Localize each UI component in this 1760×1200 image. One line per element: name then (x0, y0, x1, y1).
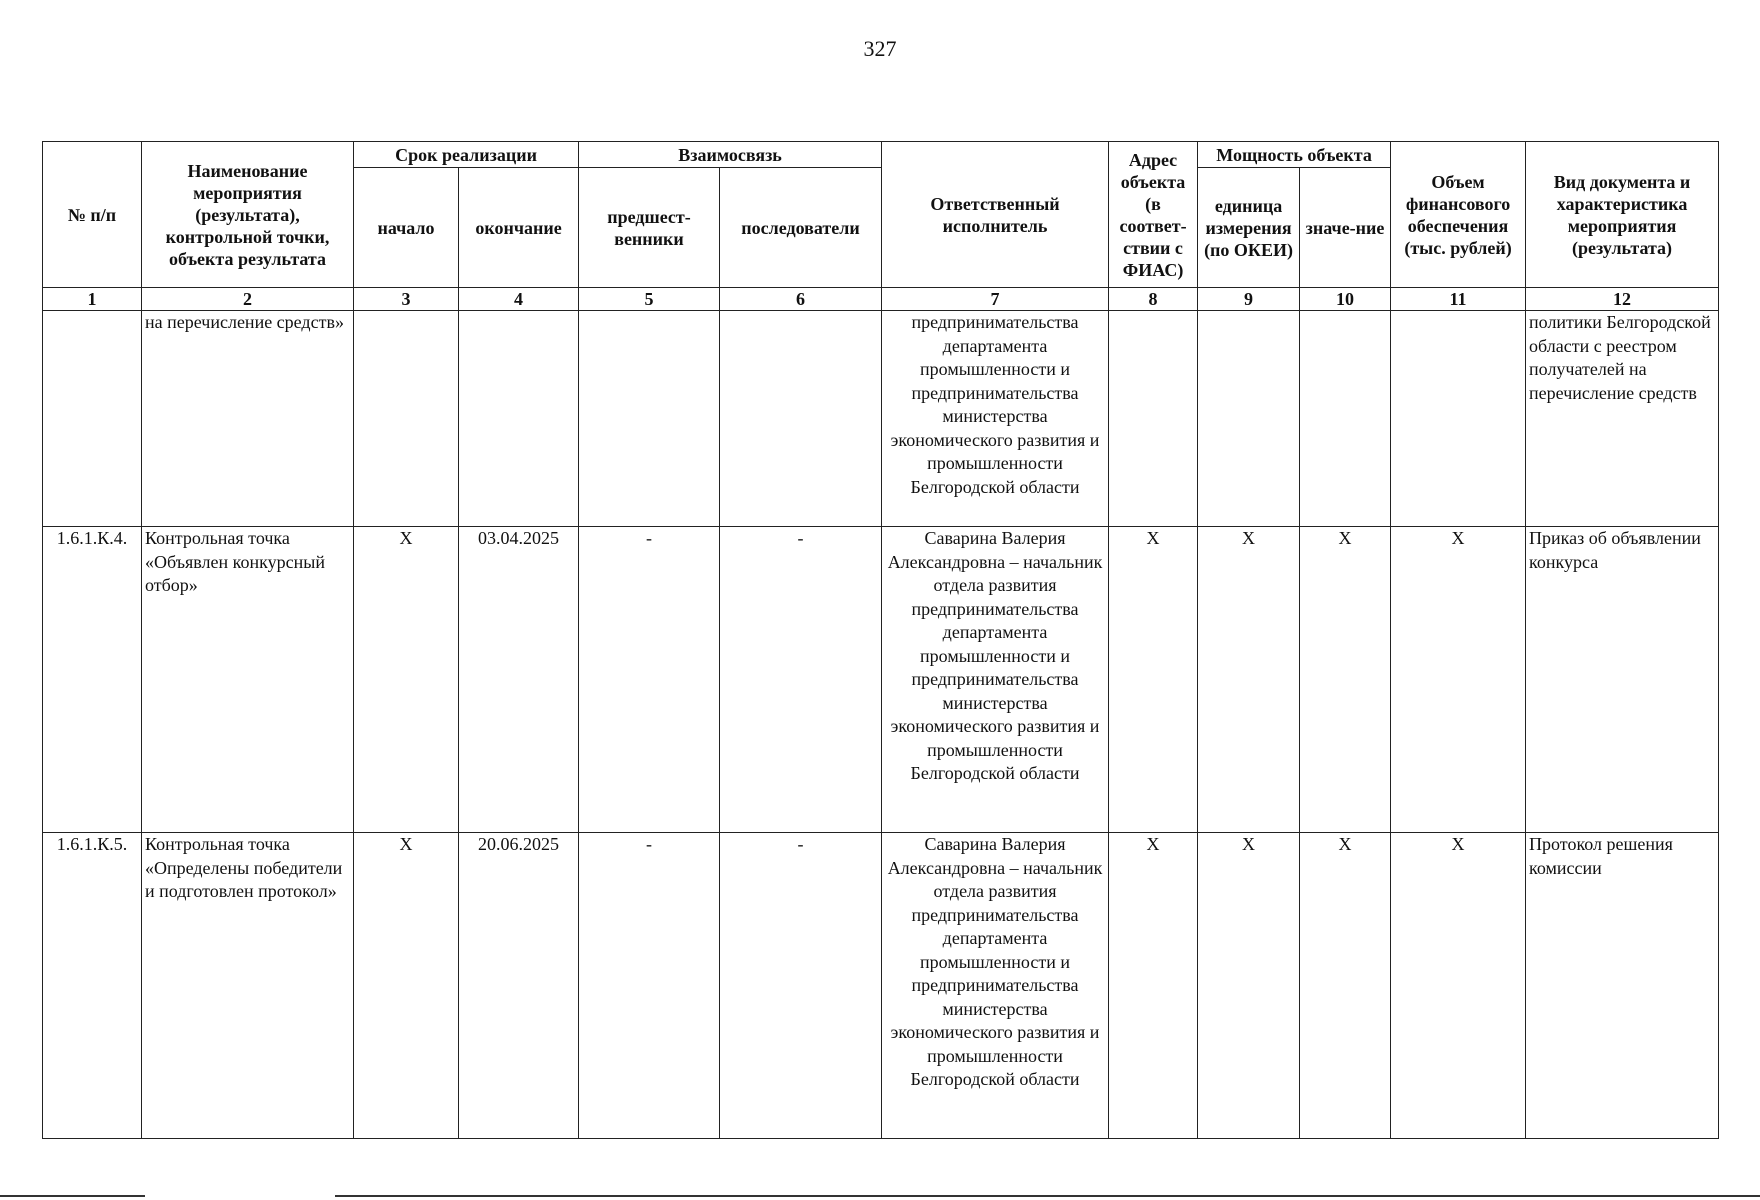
cell-predecessors: - (579, 527, 720, 833)
header-document: Вид документа и характеристика мероприятия (результата) (1526, 142, 1719, 288)
cell-finance (1391, 311, 1526, 527)
cell-document: Приказ об объявлении конкурса (1526, 527, 1719, 833)
cell-address: X (1109, 833, 1198, 1139)
header-successors: последователи (720, 168, 882, 288)
cell-end (459, 311, 579, 527)
header-name: Наименование мероприятия (результата), контрольной точки, объекта результата (142, 142, 354, 288)
header-value: значе-ние (1300, 168, 1391, 288)
column-number: 11 (1391, 288, 1526, 311)
header-group-moshchnost: Мощность объекта (1198, 142, 1391, 168)
column-numbers-row (43, 288, 1719, 311)
table-row (43, 527, 1719, 833)
cell-number (43, 311, 142, 527)
cell-start: X (354, 833, 459, 1139)
cell-end: 03.04.2025 (459, 527, 579, 833)
cell-name: на перечисление средств» (142, 311, 354, 527)
cell-predecessors (579, 311, 720, 527)
column-number: 5 (579, 288, 720, 311)
cell-finance: X (1391, 527, 1526, 833)
cell-document: политики Белгородской области с реестром получателей на перечисление средств (1526, 311, 1719, 527)
column-number: 9 (1198, 288, 1300, 311)
header-responsible: Ответственный исполнитель (882, 142, 1109, 288)
table-row (43, 833, 1719, 1139)
cell-end: 20.06.2025 (459, 833, 579, 1139)
cell-responsible: Саварина Валерия Александровна – начальник отдела развития предпринимательства департамента промышленности и предпринимательства министерства экономического развития и промышленности Белгородской области (882, 527, 1109, 833)
cell-successors: - (720, 527, 882, 833)
table-row (43, 311, 1719, 527)
header-end: окончание (459, 168, 579, 288)
header-number: № п/п (43, 142, 142, 288)
header-group-vzaimosvyaz: Взаимосвязь (579, 142, 882, 168)
cell-number: 1.6.1.К.5. (43, 833, 142, 1139)
cell-value (1300, 311, 1391, 527)
column-number: 2 (142, 288, 354, 311)
column-number: 12 (1526, 288, 1719, 311)
page-bottom-rule (0, 1195, 145, 1197)
column-number: 1 (43, 288, 142, 311)
activity-plan-table (42, 141, 1719, 1139)
cell-start: X (354, 527, 459, 833)
cell-value: X (1300, 833, 1391, 1139)
header-finance: Объем финансового обеспечения (тыс. рублей) (1391, 142, 1526, 288)
cell-name: Контрольная точка «Определены победители и подготовлен протокол» (142, 833, 354, 1139)
header-address: Адрес объекта (в соответ-ствии с ФИАС) (1109, 142, 1198, 288)
column-number: 6 (720, 288, 882, 311)
table-header (43, 142, 1719, 311)
column-number: 4 (459, 288, 579, 311)
header-start: начало (354, 168, 459, 288)
cell-address: X (1109, 527, 1198, 833)
header-group-srok: Срок реализации (354, 142, 579, 168)
cell-name: Контрольная точка «Объявлен конкурсный отбор» (142, 527, 354, 833)
column-number: 10 (1300, 288, 1391, 311)
table-body (43, 311, 1719, 1139)
cell-start (354, 311, 459, 527)
cell-value: X (1300, 527, 1391, 833)
cell-finance: X (1391, 833, 1526, 1139)
header-predecessors: предшест-венники (579, 168, 720, 288)
column-number: 7 (882, 288, 1109, 311)
cell-unit: X (1198, 833, 1300, 1139)
cell-unit (1198, 311, 1300, 527)
cell-predecessors: - (579, 833, 720, 1139)
cell-responsible: предпринимательства департамента промышленности и предпринимательства министерства экономического развития и промышленности Белгородской области (882, 311, 1109, 527)
page-bottom-rule (335, 1195, 1760, 1197)
cell-successors: - (720, 833, 882, 1139)
cell-successors (720, 311, 882, 527)
cell-document: Протокол решения комиссии (1526, 833, 1719, 1139)
cell-number: 1.6.1.К.4. (43, 527, 142, 833)
cell-address (1109, 311, 1198, 527)
column-number: 8 (1109, 288, 1198, 311)
column-number: 3 (354, 288, 459, 311)
header-unit: единица измерения (по ОКЕИ) (1198, 168, 1300, 288)
page-number: 327 (863, 36, 897, 61)
cell-unit: X (1198, 527, 1300, 833)
cell-responsible: Саварина Валерия Александровна – начальник отдела развития предпринимательства департамента промышленности и предпринимательства министерства экономического развития и промышленности Белгородской области (882, 833, 1109, 1139)
